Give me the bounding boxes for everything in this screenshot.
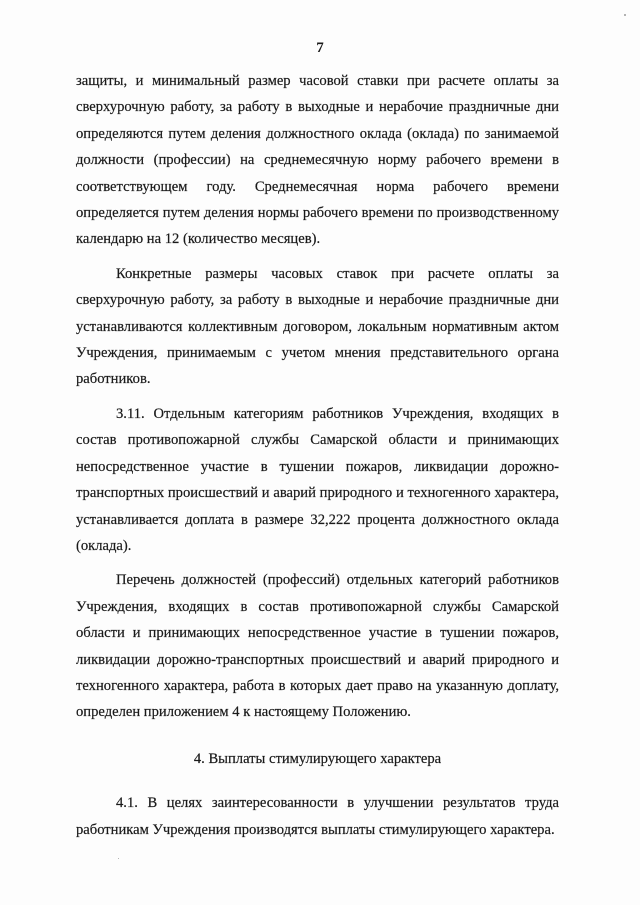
paragraph-positions-list: Перечень должностей (профессий) отдельных категорий работников Учреждения, входящих в состав противопожарной службы Самарской области и принимающих непосредственное участие в тушении пожаров, ликвидации дорожно-транспортных происшествий и аварий природного и техногенного характера, работа в которых дает право на указанную доплату, определен приложением 4 к настоящему Положению.: [76, 572, 559, 721]
scan-speck: [118, 858, 119, 859]
paragraph-clause-4-1: 4.1. В целях заинтересованности в улучшении результатов труда работникам Учреждения производятся выплаты стимулирующего характера.: [76, 795, 559, 838]
paragraph-clause-3-11: 3.11. Отдельным категориям работников Учреждения, входящих в состав противопожарной службы Самарской области и принимающих непосредственное участие в тушении пожаров, ликвидации дорожно-транспортных происшествий и аварий природного и техногенного характера, устанавливается доплата в размере 32,222 процента должностного оклада (оклада).: [76, 405, 559, 554]
page-number: 7: [316, 40, 324, 56]
paragraph-hourly-rate-calculation: защиты, и минимальный размер часовой ставки при расчете оплаты за сверхурочную работу, за работу в выходные и нерабочие праздничные дни определяются путем деления должностного оклада (оклада) по занимаемой должности (профессии) на среднемесячную норму рабочего времени в соответствующем году. Среднемесячная норма рабочего времени определяется путем деления нормы рабочего времени по производственному календарю на 12 (количество месяцев).: [76, 73, 559, 248]
scan-speck: [624, 14, 626, 16]
paragraph-hourly-rate-sizes: Конкретные размеры часовых ставок при расчете оплаты за сверхурочную работу, за работу в выходные и нерабочие праздничные дни устанавливаются коллективным договором, локальным нормативным актом Учреждения, принимаемым с учетом мнения представительного органа работников.: [76, 265, 559, 388]
section-heading: 4. Выплаты стимулирующего характера: [193, 750, 442, 767]
document-body: [76, 68, 559, 843]
